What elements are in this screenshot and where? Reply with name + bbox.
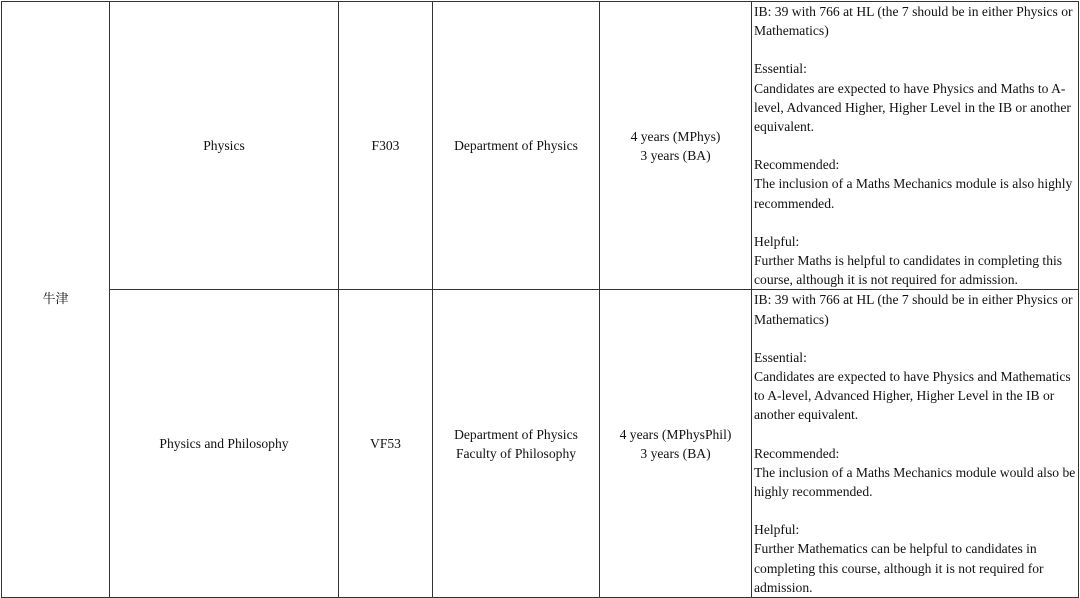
department-cell [433,2,600,290]
helpful-label: Helpful: [754,522,800,538]
recommended-label: Recommended: [754,445,840,461]
department-line: Faculty of Philosophy [455,445,577,461]
department-line: Department of Physics [454,426,578,442]
essential-label: Essential: [754,61,807,77]
helpful-text: Further Mathematics can be helpful to candidates in completing this course, although it is not required for admission. [754,541,1044,595]
helpful-label: Helpful: [754,233,800,249]
course-code-cell: VF53 [339,290,433,598]
duration-line: 3 years (BA) [640,147,711,163]
duration-line: 4 years (MPhys) [630,128,721,144]
table-row [2,2,1079,290]
subject-cell: Physics [110,2,339,290]
essential-text: Candidates are expected to have Physics and Mathematics to A-level, Advanced Higher, Higher Level in the IB or another equivalent. [754,369,1071,423]
duration-cell [600,2,752,290]
duration-line: 3 years (BA) [640,445,711,461]
helpful-text: Further Maths is helpful to candidates in completing this course, although it is not required for admission. [754,253,1063,288]
ib-requirement: IB: 39 with 766 at HL (the 7 should be in either Physics or Mathematics) [754,4,1073,39]
duration-cell [600,290,752,598]
department-cell [433,290,600,598]
recommended-text: The inclusion of a Maths Mechanics module is also highly recommended. [754,176,1073,211]
ib-requirement: IB: 39 with 766 at HL (the 7 should be in either Physics or Mathematics) [754,292,1073,327]
requirements-cell [752,290,1079,598]
subject-cell: Physics and Philosophy [110,290,339,598]
requirements-cell [752,2,1079,290]
university-cell: 牛津 [2,2,110,598]
recommended-label: Recommended: [754,157,840,173]
recommended-text: The inclusion of a Maths Mechanics module would also be highly recommended. [754,464,1076,500]
table-row [2,290,1079,598]
department-line: Department of Physics [454,138,578,154]
duration-line: 4 years (MPhysPhil) [619,426,732,442]
course-requirements-table [1,1,1079,598]
essential-text: Candidates are expected to have Physics and Maths to A-level, Advanced Higher, Higher Level in the IB or another equivalent. [754,80,1071,135]
course-code-cell: F303 [339,2,433,290]
essential-label: Essential: [754,349,807,365]
